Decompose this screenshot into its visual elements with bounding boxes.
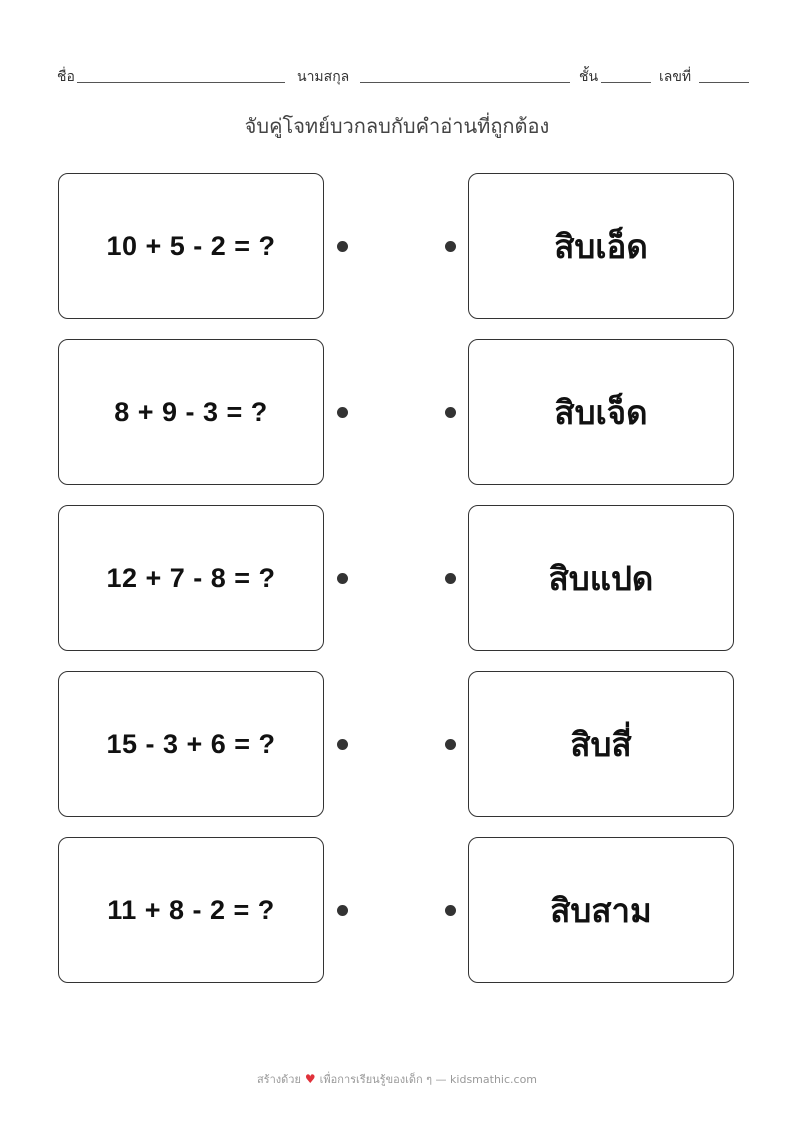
footer	[0, 1070, 794, 1088]
student-info-row	[57, 66, 749, 88]
left-match-dot[interactable]	[337, 905, 348, 916]
heart-icon: ♥	[304, 1072, 316, 1086]
worksheet-title: จับคู่โจทย์บวกลบกับคำอ่านที่ถูกต้อง	[244, 114, 550, 138]
word-text: สิบสี่	[570, 724, 632, 764]
right-match-dot[interactable]	[445, 739, 456, 750]
right-match-dot[interactable]	[445, 573, 456, 584]
number-label: เลขที่	[659, 69, 692, 85]
name-field-line[interactable]	[77, 82, 285, 83]
equation-text: 10 + 5 - 2 = ?	[106, 230, 276, 261]
left-match-dot[interactable]	[337, 573, 348, 584]
left-match-dot[interactable]	[337, 407, 348, 418]
word-card[interactable]	[468, 837, 734, 983]
right-match-dot[interactable]	[445, 905, 456, 916]
equation-card[interactable]	[58, 339, 324, 485]
number-field-line[interactable]	[699, 82, 749, 83]
word-text: สิบเจ็ด	[554, 392, 648, 432]
left-match-dot[interactable]	[337, 241, 348, 252]
equation-card[interactable]	[58, 837, 324, 983]
equation-card[interactable]	[58, 505, 324, 651]
word-text: สิบแปด	[548, 558, 654, 598]
word-card[interactable]	[468, 339, 734, 485]
equation-text: 15 - 3 + 6 = ?	[106, 728, 276, 759]
word-text: สิบเอ็ด	[554, 226, 648, 266]
left-match-dot[interactable]	[337, 739, 348, 750]
class-label: ชั้น	[579, 69, 599, 85]
right-match-dot[interactable]	[445, 407, 456, 418]
equation-text: 8 + 9 - 3 = ?	[114, 396, 268, 427]
surname-label: นามสกุล	[297, 69, 350, 85]
footer-made-with: สร้างด้วย	[256, 1073, 301, 1086]
equation-text: 11 + 8 - 2 = ?	[107, 894, 275, 925]
word-card[interactable]	[468, 173, 734, 319]
equation-card[interactable]	[58, 173, 324, 319]
name-label: ชื่อ	[57, 69, 75, 85]
word-card[interactable]	[468, 671, 734, 817]
word-text: สิบสาม	[550, 890, 652, 930]
footer-tagline: เพื่อการเรียนรู้ของเด็ก ๆ — kidsmathic.com	[319, 1073, 538, 1086]
equation-card[interactable]	[58, 671, 324, 817]
surname-field-line[interactable]	[360, 82, 570, 83]
equation-text: 12 + 7 - 8 = ?	[106, 562, 276, 593]
class-field-line[interactable]	[601, 82, 651, 83]
right-match-dot[interactable]	[445, 241, 456, 252]
word-card[interactable]	[468, 505, 734, 651]
